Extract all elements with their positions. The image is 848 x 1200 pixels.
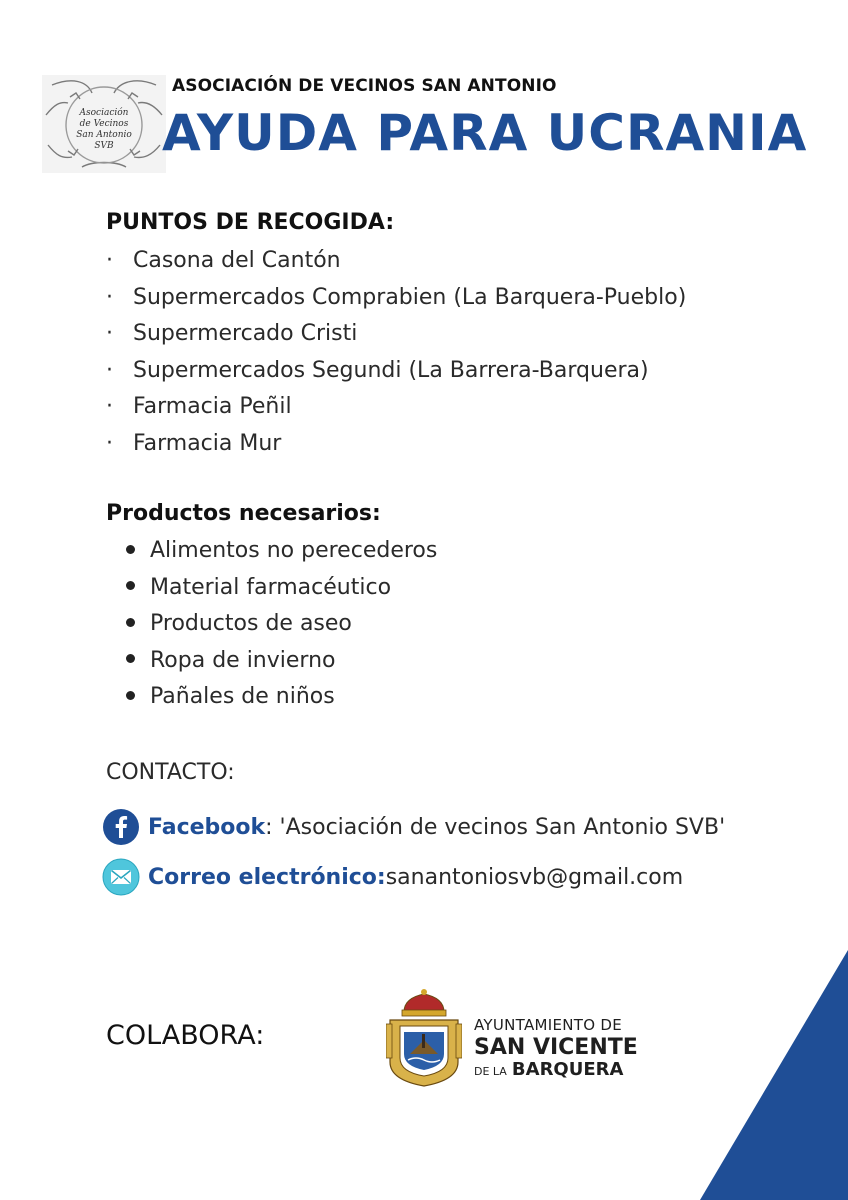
- collection-points-list: [106, 243, 686, 462]
- bullet-icon: [126, 618, 135, 627]
- logo-line-3: San Antonio: [76, 130, 132, 140]
- town-hall-line-2: SAN VICENTE: [474, 1035, 638, 1060]
- list-item: · Farmacia Mur: [106, 430, 282, 456]
- municipal-crest-icon: [386, 984, 462, 1090]
- email-contact: [102, 857, 683, 897]
- envelope-icon: [102, 858, 140, 896]
- collection-points-heading: PUNTOS DE RECOGIDA:: [106, 210, 395, 235]
- products-heading: Productos necesarios:: [106, 501, 381, 526]
- town-hall-name: [474, 1018, 638, 1079]
- page-title: AYUDA PARA UCRANIA: [162, 104, 808, 162]
- list-item: · Casona del Cantón: [106, 248, 341, 273]
- list-item: · Supermercados Comprabien (La Barquera-Pueblo): [106, 284, 687, 310]
- association-name: ASOCIACIÓN DE VECINOS SAN ANTONIO: [172, 76, 557, 96]
- logo-line-4: SVB: [94, 141, 114, 151]
- logo-line-2: de Vecinos: [79, 119, 129, 129]
- logo-line-1: Asociación: [79, 108, 129, 118]
- list-item: Pañales de niños: [126, 679, 437, 716]
- town-hall-line-3: DE LA BARQUERA: [474, 1059, 624, 1080]
- list-item: · Supermercado Cristi: [106, 321, 358, 346]
- bullet-icon: [126, 581, 135, 590]
- email-label: Correo electrónico:: [148, 864, 386, 890]
- corner-decoration: [700, 950, 848, 1200]
- collaborator-label: COLABORA:: [106, 1020, 265, 1051]
- association-logo: [42, 75, 166, 173]
- list-item: · Supermercados Segundi (La Barrera-Barquera): [106, 357, 649, 383]
- email-value[interactable]: sanantoniosvb@gmail.com: [385, 864, 684, 890]
- list-item: Ropa de invierno: [126, 643, 437, 680]
- facebook-contact: [102, 807, 725, 847]
- bullet-icon: [126, 691, 135, 700]
- facebook-value[interactable]: : 'Asociación de vecinos San Antonio SVB': [265, 814, 726, 840]
- bullet-icon: [126, 654, 135, 663]
- bullet-icon: [126, 545, 135, 554]
- facebook-icon: [102, 808, 140, 846]
- list-item: · Farmacia Peñil: [106, 394, 292, 419]
- list-item: Alimentos no perecederos: [126, 533, 437, 570]
- list-item: Productos de aseo: [126, 606, 437, 643]
- facebook-label: Facebook: [148, 814, 266, 840]
- list-item: Material farmacéutico: [126, 570, 437, 607]
- town-hall-line-1: AYUNTAMIENTO DE: [474, 1016, 623, 1034]
- contact-label: CONTACTO:: [106, 760, 235, 785]
- products-list: [126, 533, 437, 716]
